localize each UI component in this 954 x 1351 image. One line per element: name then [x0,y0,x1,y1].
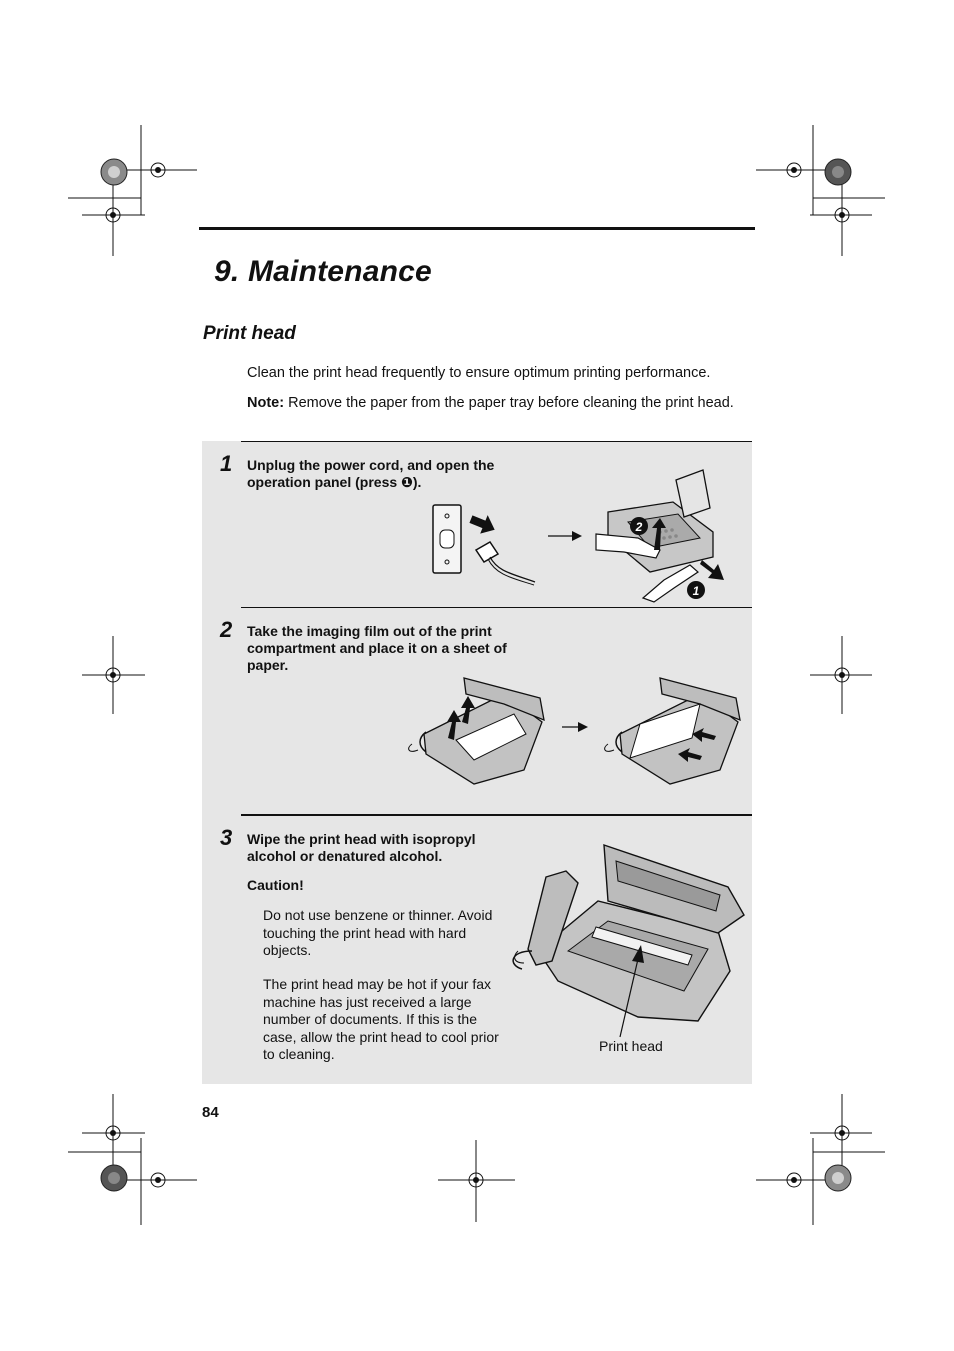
caution-label: Caution! [247,877,304,893]
header-rule [199,227,755,230]
caution-paragraph-2: The print head may be hot if your fax machine has just received a large number of documents. If this is the case, allow the print head to cool prior to cleaning. [263,976,499,1062]
caution-paragraph-1: Do not use benzene or thinner. Avoid touching the print head with hard objects. [263,907,493,958]
step-2-number: 2 [220,617,233,642]
step-3-illustration [508,841,748,1041]
page-number: 84 [202,1104,219,1121]
chapter-title: 9. Maintenance [214,255,432,288]
badge-2-label: 2 [635,520,643,534]
fax-open-right [605,678,740,784]
note-body: Remove the paper from the paper tray before cleaning the print head. [284,395,734,411]
note-label: Note: [247,395,285,411]
section-title: Print head [203,323,296,344]
step-1-number: 1 [220,451,233,476]
step-3-rule [241,814,752,816]
badge-1-label: 1 [692,584,700,598]
intro-text: Clean the print head frequently to ensure optimum printing performance. [247,365,711,381]
step-1-text: Unplug the power cord, and open the operation panel (press ❶). [247,457,495,490]
step-3-number: 3 [220,825,233,850]
step-1-illustration [428,462,740,604]
step-3-text: Wipe the print head with isopropyl alcohol or denatured alcohol. [247,831,476,864]
step-2-text: Take the imaging film out of the print compartment and place it on a sheet of paper. [247,623,507,673]
step-2-rule [241,607,752,608]
press-arrow-icon [700,560,724,580]
unplug-arrow-icon [467,510,499,538]
fax-open-left [409,678,544,784]
step-1-rule [241,441,752,442]
print-head-callout: Print head [599,1038,663,1054]
note-text [247,394,734,412]
step-2-illustration [404,674,746,788]
